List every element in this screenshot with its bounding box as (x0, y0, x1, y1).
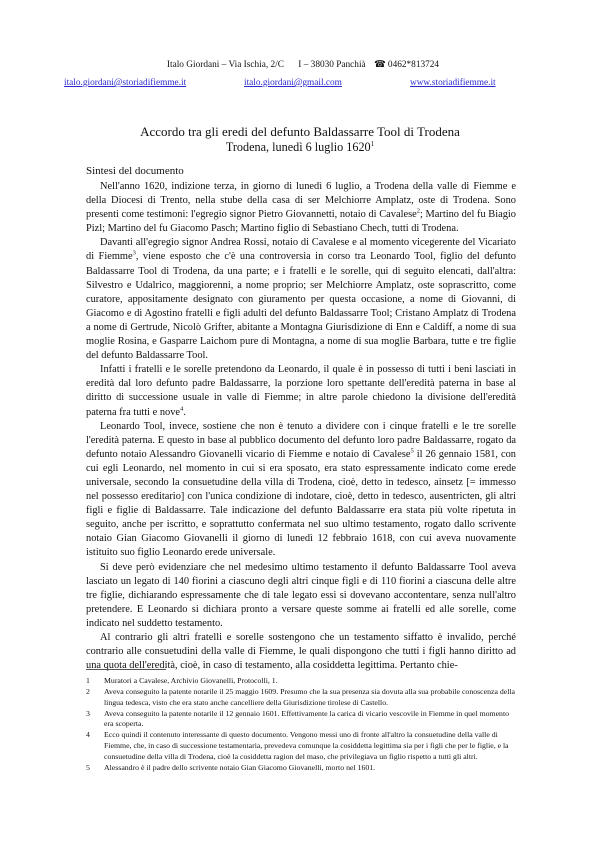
email-link-2[interactable]: italo.giordani@gmail.com (244, 78, 342, 88)
footnote-ref[interactable]: 2 (416, 207, 420, 215)
body-paragraph: Al contrario gli altri fratelli e sorelle sostengono che un testamento siffatto è invalido, perché contrario alle consuetudini della valle di Fiemme, le quali dispongono che tutti i figli hanno diritto ad una quota dell'eredità, cioè, in caso di testamento, alla cosiddetta legittima. Pertanto chie- (86, 632, 516, 672)
section-title: Sintesi del documento (86, 165, 184, 177)
footnote-ref[interactable]: 4 (180, 405, 184, 413)
footnote-ref[interactable]: 5 (410, 447, 414, 455)
letterhead-name: Italo Giordani – Via Ischia, 2/C (166, 60, 284, 70)
footnote-ref[interactable]: 1 (370, 140, 375, 148)
body-paragraph: Leonardo Tool, invece, sostiene che non è tenuto a dividere con i cinque fratelli e le tre sorelle l'eredità paterna. E questo in base al pubblico documento del defunto loro padre Baldassarre, rogato da defunto notaio Alessandro Giovanelli vicario di Fiemme e notaio di Cavalese$^5$ il 26 gennaio 1581, con cui egli Leonardo, nel momento in cui si era sposato, era stato espressamente indicato come erede universale, secondo la consuetudine della villa di Trodena, cioè, detto in tedesco, ainsetz [= immesso nel possesso ereditario] con l'unica condizione di indotare, cioè, detto in tedesco, ausentricten, gli altri figli e figlie di Baldassarre. Tale indicazione del defunto Baldassarre era stata più volte ripetuta in seguito, anche per iscritto, e soprattutto confermata nel suo ultimo testamento, rogato dallo scrivente notaio Gian Giacomo Giovanelli il giorno di lunedì 12 febbraio 1618, con cui aveva nuovamente istituito suo figlio Leonardo erede universale. (86, 420, 516, 559)
footnote-number: 4 (86, 730, 90, 740)
letterhead-city: I – 38030 Panchià (298, 60, 366, 70)
letterhead-phone: ☎ 0462*813724 (374, 60, 440, 70)
document-subtitle: Trodena, lunedì 6 luglio 1620$^1$ (225, 140, 375, 155)
footnote-number: 1 (86, 676, 90, 685)
footnote-text: Ecco quindi il contenuto interessante di questo documento. Vengono messi uno di fronte all'altro la consuetudine della valle di Fiemme, che, in caso di successione testamentaria, prevedeva comunque la cosiddetta legittima sia per i figli che per le figlie, e la consuetudine della villa di Trodena, cioè la cosiddetta ragion del maso, che privilegiava un figlio rispetto a tutti gli altri. (104, 730, 509, 761)
footnote-number: 5 (86, 762, 90, 772)
footnote-divider (86, 669, 166, 670)
footnote-ref[interactable]: 3 (132, 250, 136, 257)
footnote-number: 3 (86, 708, 90, 718)
footnote (86, 687, 518, 708)
body-paragraph: Infatti i fratelli e le sorelle pretendono da Leonardo, il quale è in possesso di tutti i beni lasciati in eredità dal loro defunto padre Baldassarre, la porzione loro spettante dell'eredità paterna in base al diritto di successione usuale in valle di Fiemme; in altre parole chiedono la divisione dell'eredità paterna fra tutti e nove$^4$. (86, 364, 516, 418)
footnote (86, 763, 518, 774)
document-body (86, 180, 516, 673)
document-title: Accordo tra gli eredi del defunto Baldassarre Tool di Trodena (140, 124, 460, 139)
footnote-text: Aveva conseguito la patente notarile il 12 gennaio 1601. Effettivamente la carica di vicario vescovile in Fiemme in quel momento era scoperta. (104, 708, 510, 729)
letterhead (0, 59, 600, 70)
footnote-text: Alessandro è il padre dello scrivente notaio Gian Giacomo Giovanelli, morto nel 1601. (104, 762, 376, 772)
footnote (86, 676, 518, 687)
body-paragraph: Nell'anno 1620, indizione terza, in giorno di lunedì 6 luglio, a Trodena della valle di Fiemme e della Diocesi di Trento, nella stube della casa di ser Melchiorre Amplatz, oste di Trodena. Sono presenti come testimoni: l'egregio signor Pietro Giovannetti, notaio di Cavalese$^2$; Martino del fu Biagio Pizl; Martino del fu Giacomo Pasch; Martino figlio di Sebastiano Chech, tutti di Trodena. (86, 181, 517, 235)
email-link-1[interactable]: italo.giordani@storiadifiemme.it (64, 78, 187, 88)
footnote-text: Muratori a Cavalese, Archivio Giovanelli, Protocolli, 1. (104, 676, 278, 685)
phone-icon: ☎ (374, 60, 386, 70)
footnote (86, 730, 518, 762)
footnotes (86, 676, 518, 774)
body-paragraph: Davanti all'egregio signor Andrea Rossi, notaio di Cavalese e al momento vicegerente del Vicariato di Fiemme$^3$, viene esposto che c'è una controversia in corso tra Leonardo Tool, figlio del defunto Baldassarre Tool di Trodena, da una parte; e i fratelli e le sorelle, qui di seguito elencati, dall'altra: Silvestro e Udalrico, maggiorenni, a nome proprio; ser Melchiorre Amplatz, oste soprascritto, come curatore, appositamente designato con giuramento per questa occasione, a nome di Giovanni, di Giacomo e di Agostino fratelli e figli adulti del defunto Baldassarre Tool; Cristano Amplatz di Trodena a nome di Gertrude, Nicolò Grifter, abitante a Montagna Giurisdizione di Enn e Caldiff, a nome di sua moglie Rosina, e Gasparre Laichom pure di Montagna, a nome di sua moglie Barbara, tutte e tre figlie del defunto Baldassarre Tool. (86, 237, 516, 362)
footnote (86, 709, 518, 730)
website-link[interactable]: www.storiadifiemme.it (410, 78, 496, 88)
footnote-text: Aveva conseguito la patente notarile il 25 maggio 1609. Presumo che la sua presenza sia dovuta alla sua probabile conoscenza della lingua tedesca, visto che era stato anche cancelliere della Giurisdizione tirolese di Castello. (104, 687, 515, 707)
body-paragraph: Si deve però evidenziare che nel medesimo ultimo testamento il defunto Baldassarre Tool aveva lasciato un legato di 140 fiorini a ciascuno degli altri cinque figli e di 110 fiorini a ciascuna delle altre tre figlie, dichiarando espressamente che di tale legato essi si dovevano accontentare, senza null'altro pretendere. E Leonardo si dichiara pronto a versare queste somme ai fratelli ed alle sorelle, come indicato nel suddetto testamento. (86, 561, 516, 629)
footnote-number: 2 (86, 687, 90, 697)
